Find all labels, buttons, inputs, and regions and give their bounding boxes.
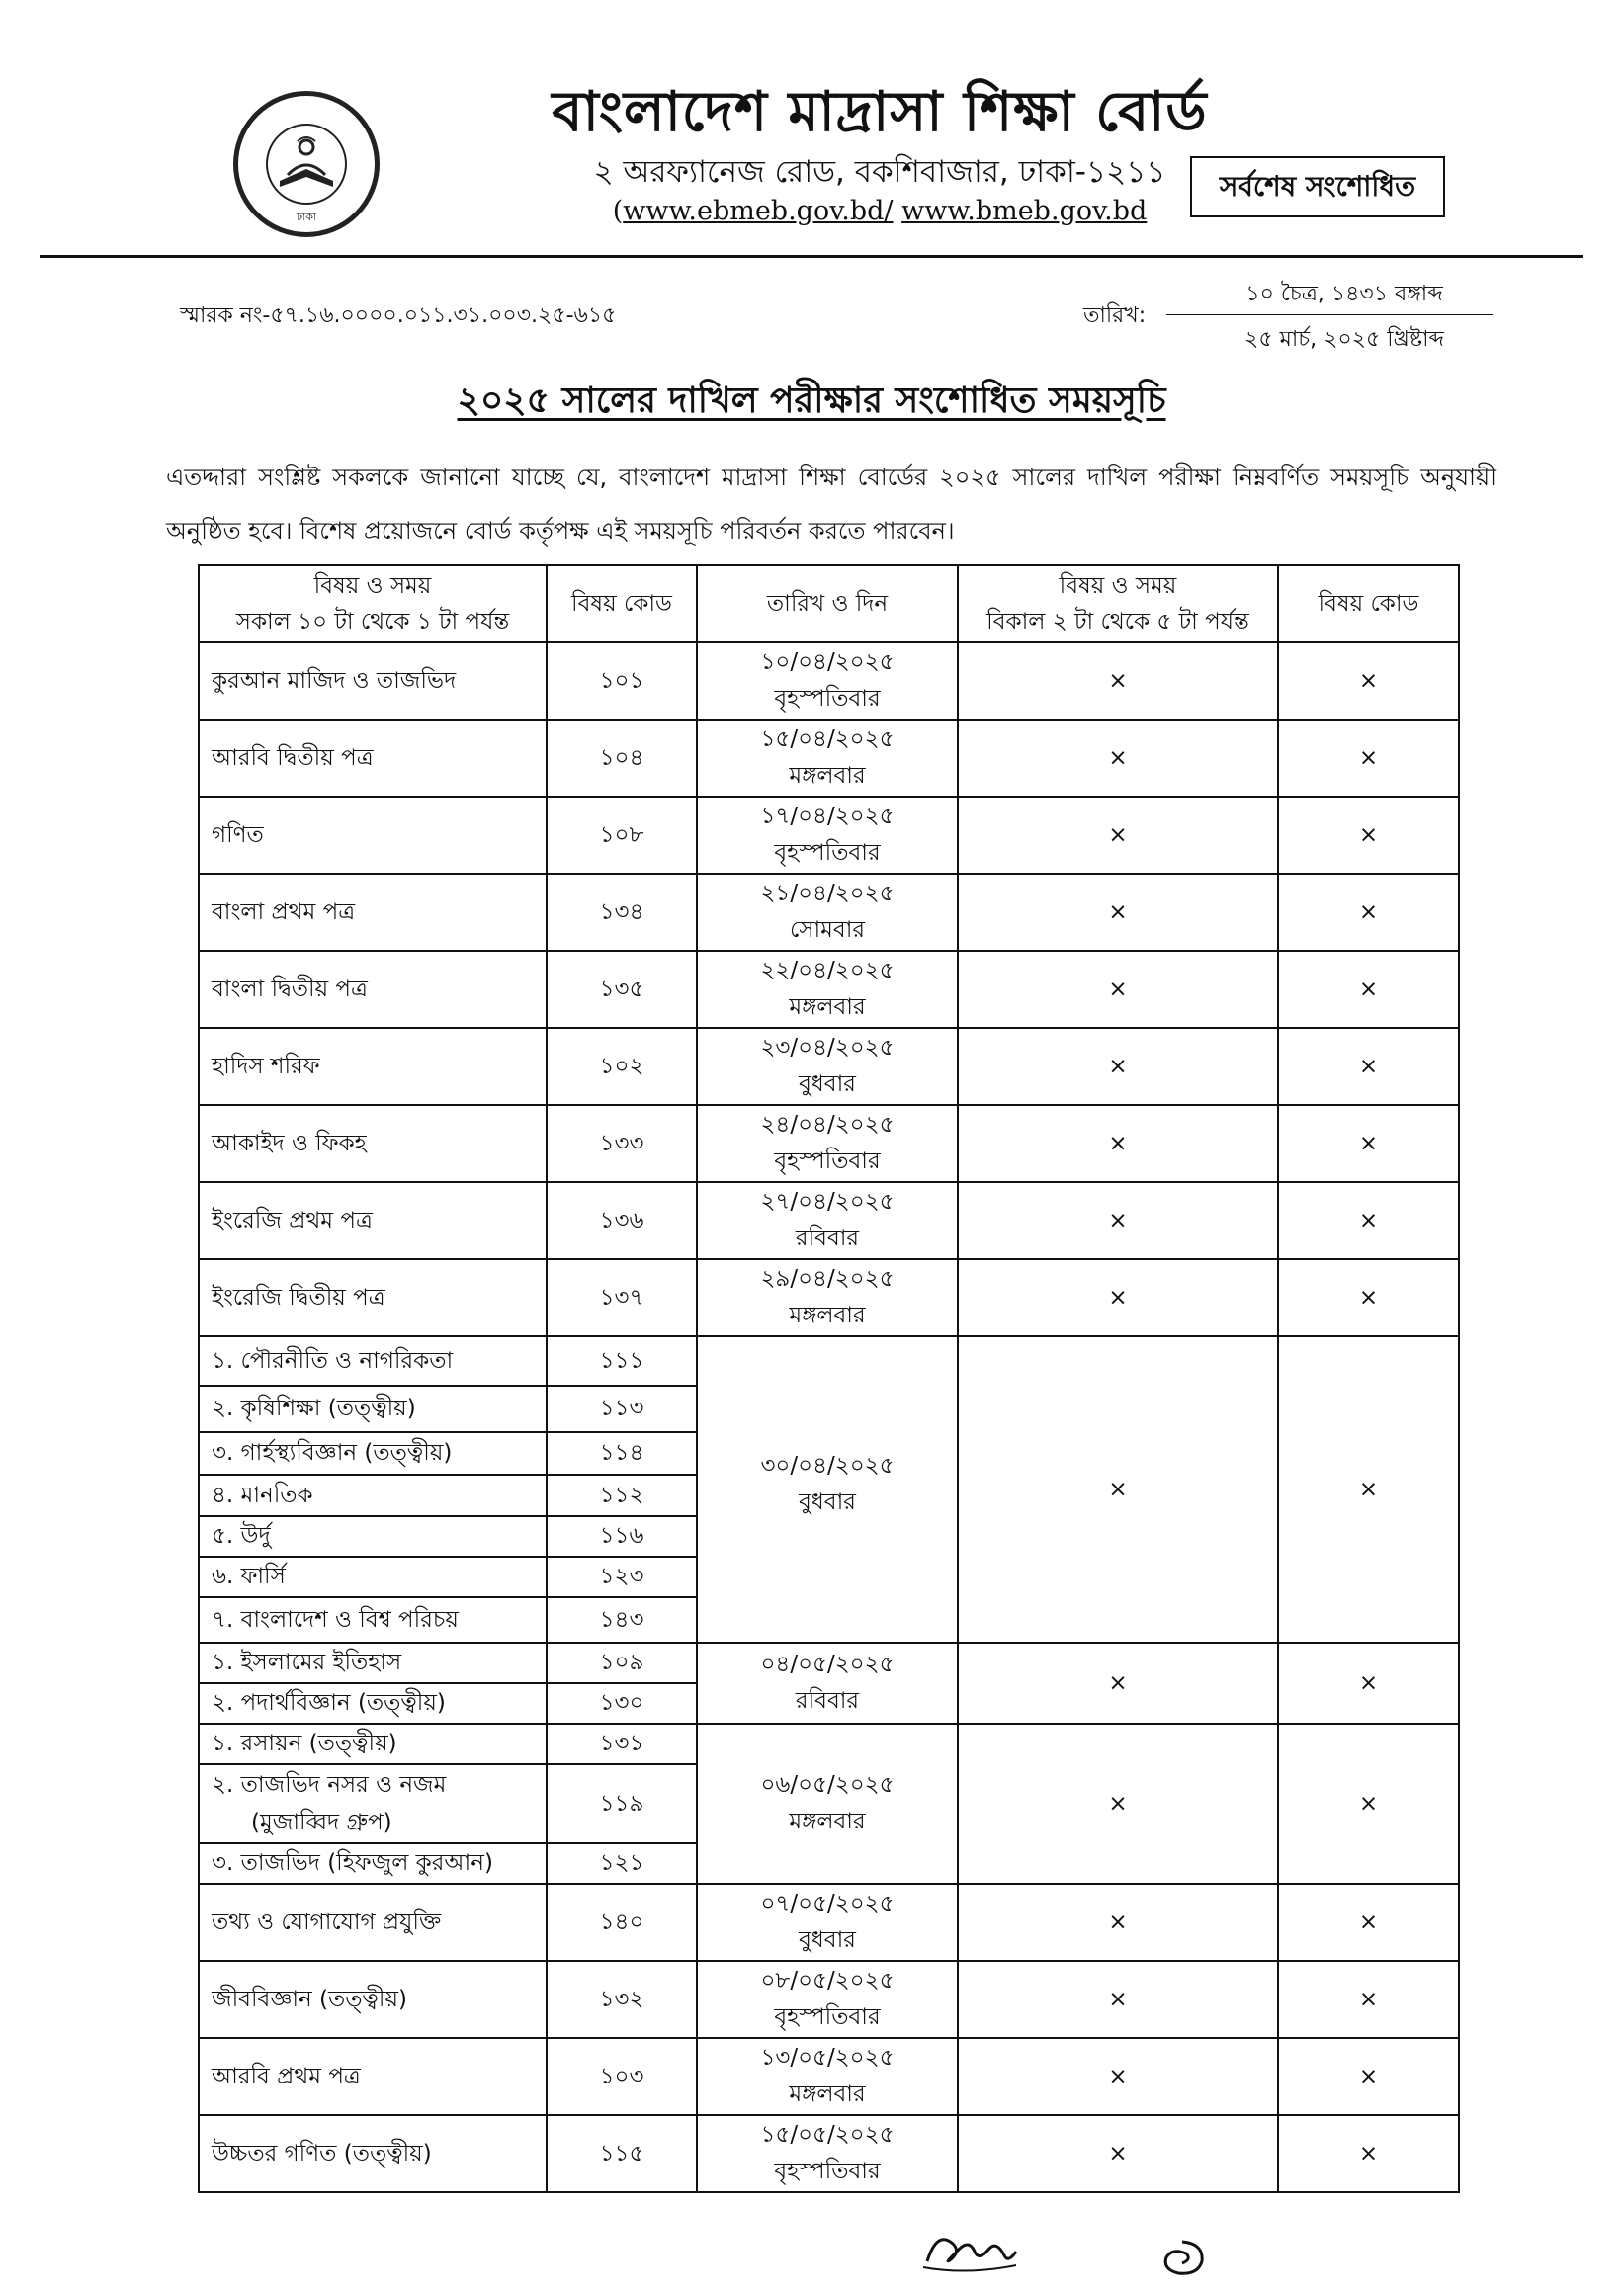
exam-day: রবিবার	[795, 1688, 860, 1714]
date-cell	[697, 1259, 958, 1336]
cross-mark: ×	[1278, 2115, 1459, 2192]
table-row	[199, 642, 1459, 720]
subject-cell	[199, 1764, 547, 1843]
code-cell: ১৩২	[547, 1961, 697, 2038]
exam-day: সোমবার	[789, 917, 866, 943]
board-websites: (www.ebmeb.gov.bd/ www.bmeb.gov.bd	[612, 196, 1148, 226]
exam-date: ০৬/০৫/২০২৫	[760, 1772, 895, 1798]
date-gregorian: ২৫ মার্চ, ২০২৫ খ্রিষ্টাব্দ	[1244, 327, 1444, 352]
exam-day: মঙ্গলবার	[789, 763, 866, 789]
code-cell: ১০১	[547, 642, 697, 720]
exam-date: ২৩/০৪/২০২৫	[760, 1035, 895, 1061]
code-cell: ১৩১	[547, 1724, 697, 1764]
website-link-ebmeb[interactable]: www.ebmeb.gov.bd/	[623, 196, 894, 226]
date-cell	[697, 1724, 958, 1884]
cross-mark: ×	[1278, 1259, 1459, 1336]
subject-cell: ইংরেজি প্রথম পত্র	[199, 1182, 547, 1259]
date-cell	[697, 1028, 958, 1105]
cross-mark: ×	[958, 1259, 1278, 1336]
date-cell	[697, 1884, 958, 1961]
cross-mark: ×	[958, 2115, 1278, 2192]
date-divider	[1166, 314, 1493, 315]
cross-mark: ×	[1278, 874, 1459, 951]
subject-cell: বাংলা দ্বিতীয় পত্র	[199, 951, 547, 1028]
code-cell: ১৩৬	[547, 1182, 697, 1259]
exam-day: বৃহস্পতিবার	[774, 686, 881, 712]
subject-cell: হাদিস শরিফ	[199, 1028, 547, 1105]
code-cell: ১৩৫	[547, 951, 697, 1028]
code-cell: ১২১	[547, 1843, 697, 1884]
date-cell	[697, 874, 958, 951]
cross-mark: ×	[1278, 1724, 1459, 1884]
subject-cell: উচ্চতর গণিত (তত্ত্বীয়)	[199, 2115, 547, 2192]
date-cell	[697, 1182, 958, 1259]
exam-date: ১৫/০৫/২০২৫	[760, 2122, 895, 2148]
table-row	[199, 797, 1459, 874]
board-title: বাংলাদেশ মাদ্রাসা শিক্ষা বোর্ড	[552, 80, 1208, 144]
subject-cell: ইংরেজি দ্বিতীয় পত্র	[199, 1259, 547, 1336]
table-row	[199, 1028, 1459, 1105]
subject-cell: ৭. বাংলাদেশ ও বিশ্ব পরিচয়	[199, 1597, 547, 1643]
board-address: ২ অরফ্যানেজ রোড, বকশিবাজার, ঢাকা-১২১১	[593, 154, 1166, 190]
date-cell	[697, 1336, 958, 1643]
cross-mark: ×	[958, 951, 1278, 1028]
code-cell: ১৩০	[547, 1683, 697, 1724]
date-bangla: ১০ চৈত্র, ১৪৩১ বঙ্গাব্দ	[1245, 282, 1443, 306]
table-row	[199, 874, 1459, 951]
subject-line: ২. তাজভিদ নসর ও নজম	[212, 1772, 447, 1798]
exam-day: বুধবার	[799, 1071, 856, 1097]
exam-day: বুধবার	[799, 1927, 856, 1953]
cross-mark: ×	[958, 642, 1278, 720]
cross-mark: ×	[1278, 642, 1459, 720]
subject-cell: ২. পদার্থবিজ্ঞান (তত্ত্বীয়)	[199, 1683, 547, 1724]
table-row	[199, 1884, 1459, 1961]
code-cell: ১১৫	[547, 2115, 697, 2192]
cross-mark: ×	[958, 1182, 1278, 1259]
subject-cell: ১. ইসলামের ইতিহাস	[199, 1643, 547, 1683]
exam-date: ৩০/০৪/২০২৫	[760, 1453, 895, 1479]
table-row	[199, 1724, 1459, 1764]
code-cell: ১০৮	[547, 797, 697, 874]
subject-line: (মুজাব্বিদ গ্রুপ)	[251, 1810, 392, 1835]
exam-date: ২৪/০৪/২০২৫	[760, 1112, 895, 1138]
table-row	[199, 2115, 1459, 2192]
code-cell: ১০২	[547, 1028, 697, 1105]
exam-date: ২১/০৪/২০২৫	[760, 881, 895, 906]
code-cell: ১১২	[547, 1475, 697, 1516]
date-cell	[697, 797, 958, 874]
seal-emblem-icon	[238, 96, 375, 232]
header-afternoon-code: বিষয় কোড	[1278, 565, 1459, 642]
subject-cell: ৬. ফার্সি	[199, 1557, 547, 1597]
code-cell: ১১৩	[547, 1386, 697, 1432]
table-row	[199, 2038, 1459, 2115]
exam-date: ১৫/০৪/২০২৫	[760, 726, 895, 752]
code-cell: ১৩৭	[547, 1259, 697, 1336]
date-cell	[697, 1105, 958, 1182]
exam-day: রবিবার	[795, 1226, 860, 1251]
table-row	[199, 1182, 1459, 1259]
exam-date: ০৪/০৫/২০২৫	[760, 1652, 895, 1677]
code-cell: ১৩৩	[547, 1105, 697, 1182]
subject-cell: তথ্য ও যোগাযোগ প্রযুক্তি	[199, 1884, 547, 1961]
subject-cell: ৩. তাজভিদ (হিফজুল কুরআন)	[199, 1843, 547, 1884]
header-morning-subject	[199, 565, 547, 642]
cross-mark: ×	[958, 1028, 1278, 1105]
exam-date: ০৮/০৫/২০২৫	[760, 1968, 895, 1994]
header-text: বিষয় ও সময়	[1059, 573, 1177, 599]
exam-day: মঙ্গলবার	[789, 994, 866, 1020]
table-row	[199, 1643, 1459, 1683]
exam-day: বৃহস্পতিবার	[774, 2004, 881, 2030]
cross-mark: ×	[1278, 1643, 1459, 1724]
date-cell	[697, 2115, 958, 2192]
code-cell: ১০৯	[547, 1643, 697, 1683]
header-date-day: তারিখ ও দিন	[697, 565, 958, 642]
table-row	[199, 1336, 1459, 1386]
code-cell: ১২৩	[547, 1557, 697, 1597]
exam-date: ০৭/০৫/২০২৫	[760, 1891, 895, 1916]
exam-day: মঙ্গলবার	[789, 1303, 866, 1328]
code-cell: ১৩৪	[547, 874, 697, 951]
date-cell	[697, 1643, 958, 1724]
date-cell	[697, 642, 958, 720]
code-cell: ১১৪	[547, 1432, 697, 1475]
latest-revised-badge: সর্বশেষ সংশোধিত	[1190, 156, 1445, 217]
table-row	[199, 1105, 1459, 1182]
cross-mark: ×	[1278, 1961, 1459, 2038]
exam-day: মঙ্গলবার	[789, 1809, 866, 1834]
subject-cell: আরবি দ্বিতীয় পত্র	[199, 720, 547, 797]
subject-cell: আরবি প্রথম পত্র	[199, 2038, 547, 2115]
header-afternoon-subject	[958, 565, 1278, 642]
subject-cell: গণিত	[199, 797, 547, 874]
cross-mark: ×	[1278, 1336, 1459, 1643]
subject-cell: ৪. মানতিক	[199, 1475, 547, 1516]
document-heading: ২০২৫ সালের দাখিল পরীক্ষার সংশোধিত সময়সূচি	[457, 381, 1166, 421]
cross-mark: ×	[1278, 1105, 1459, 1182]
cross-mark: ×	[1278, 720, 1459, 797]
table-row	[199, 1259, 1459, 1336]
subject-cell: আকাইদ ও ফিকহ	[199, 1105, 547, 1182]
date-cell	[697, 720, 958, 797]
code-cell: ১১১	[547, 1336, 697, 1386]
svg-text:ঢাকা: ঢাকা	[296, 211, 317, 223]
board-seal-logo	[233, 91, 380, 237]
exam-day: বৃহস্পতিবার	[774, 2159, 881, 2184]
cross-mark: ×	[958, 797, 1278, 874]
exam-date: ২৭/০৪/২০২৫	[760, 1189, 895, 1215]
cross-mark: ×	[958, 1724, 1278, 1884]
subject-cell: ১. রসায়ন (তত্ত্বীয়)	[199, 1724, 547, 1764]
cross-mark: ×	[1278, 797, 1459, 874]
exam-day: মঙ্গলবার	[789, 2082, 866, 2107]
cross-mark: ×	[1278, 1884, 1459, 1961]
code-cell: ১১৯	[547, 1764, 697, 1843]
date-cell	[697, 2038, 958, 2115]
header-code: বিষয় কোড	[547, 565, 697, 642]
exam-date: ২৯/০৪/২০২৫	[760, 1266, 895, 1292]
subject-cell: ৩. গার্হস্থ্যবিজ্ঞান (তত্ত্বীয়)	[199, 1432, 547, 1475]
cross-mark: ×	[958, 2038, 1278, 2115]
exam-date: ২২/০৪/২০২৫	[760, 958, 895, 983]
exam-date: ১০/০৪/২০২৫	[760, 649, 895, 675]
subject-cell: জীববিজ্ঞান (তত্ত্বীয়)	[199, 1961, 547, 2038]
cross-mark: ×	[958, 1105, 1278, 1182]
code-cell: ১০৪	[547, 720, 697, 797]
notice-paragraph: এতদ্দারা সংশ্লিষ্ট সকলকে জানানো যাচ্ছে যে, বাংলাদেশ মাদ্রাসা শিক্ষা বোর্ডের ২০২৫ সালের দাখিল পরীক্ষা নিম্নবর্ণিত সময়সূচি অনুযায়ী অনুষ্ঠিত হবে। বিশেষ প্রয়োজনে বোর্ড কর্তৃপক্ষ এই সময়সূচি পরিবর্তন করতে পারবেন।	[166, 464, 1496, 545]
header-text: বিষয় ও সময়	[313, 573, 432, 599]
code-cell: ১৪৩	[547, 1597, 697, 1643]
header-divider	[40, 255, 1583, 258]
date-label: তারিখ:	[1083, 303, 1147, 328]
code-cell: ১৪০	[547, 1884, 697, 1961]
cross-mark: ×	[958, 1961, 1278, 2038]
subject-cell: ৫. উর্দু	[199, 1516, 547, 1557]
cross-mark: ×	[958, 1336, 1278, 1643]
subject-cell: কুরআন মাজিদ ও তাজভিদ	[199, 642, 547, 720]
code-cell: ১০৩	[547, 2038, 697, 2115]
exam-day: বৃহস্পতিবার	[774, 1148, 881, 1174]
cross-mark: ×	[1278, 1028, 1459, 1105]
exam-date: ১৭/০৪/২০২৫	[760, 804, 895, 829]
cross-mark: ×	[1278, 2038, 1459, 2115]
date-cell	[697, 1961, 958, 2038]
subject-cell: ২. কৃষিশিক্ষা (তত্ত্বীয়)	[199, 1386, 547, 1432]
table-header-row	[199, 565, 1459, 642]
cross-mark: ×	[958, 720, 1278, 797]
initial-mark	[1153, 2236, 1212, 2279]
exam-day: বৃহস্পতিবার	[774, 840, 881, 866]
table-row	[199, 720, 1459, 797]
code-cell: ১১৬	[547, 1516, 697, 1557]
subject-cell: ১. পৌরনীতি ও নাগরিকতা	[199, 1336, 547, 1386]
cross-mark: ×	[958, 1643, 1278, 1724]
exam-day: বুধবার	[799, 1489, 856, 1515]
cross-mark: ×	[958, 1884, 1278, 1961]
signature-mark	[917, 2222, 1026, 2277]
exam-date: ১৩/০৫/২০২৫	[760, 2045, 895, 2071]
memo-number: স্মারক নং-৫৭.১৬.০০০০.০১১.৩১.০০৩.২৫-৬১৫	[180, 303, 617, 328]
cross-mark: ×	[958, 874, 1278, 951]
table-row	[199, 951, 1459, 1028]
header-text: সকাল ১০ টা থেকে ১ টা পর্যন্ত	[235, 609, 510, 635]
subject-cell: বাংলা প্রথম পত্র	[199, 874, 547, 951]
cross-mark: ×	[1278, 1182, 1459, 1259]
cross-mark: ×	[1278, 951, 1459, 1028]
table-row	[199, 1961, 1459, 2038]
exam-schedule-table	[198, 564, 1460, 2193]
header-text: বিকাল ২ টা থেকে ৫ টা পর্যন্ত	[986, 609, 1249, 635]
date-cell	[697, 951, 958, 1028]
website-link-bmeb[interactable]: www.bmeb.gov.bd	[901, 196, 1148, 226]
